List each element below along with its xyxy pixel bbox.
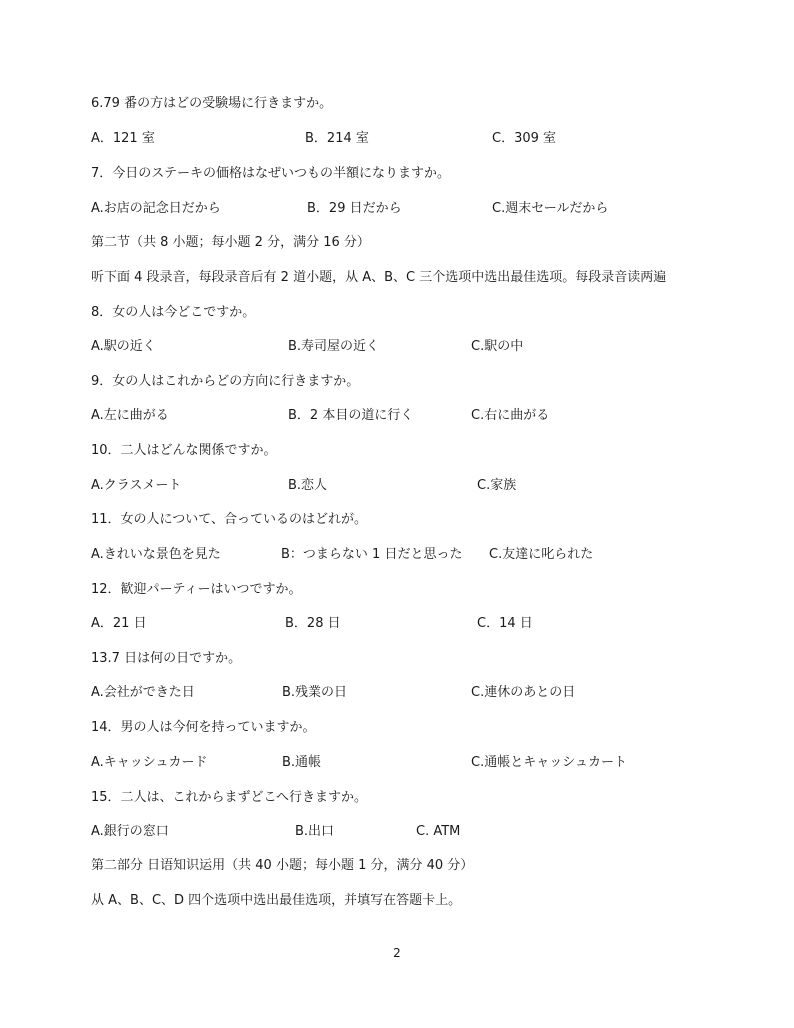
option-c: C．309 室 <box>492 131 557 146</box>
option-c: C.週末セールだから <box>492 201 609 216</box>
question-stem: 11．女の人について、合っているのはどれが。 <box>91 512 368 527</box>
option-b: B．2 本目の道に行く <box>288 408 414 423</box>
option-a: A．21 日 <box>91 616 147 631</box>
option-a: A.銀行の窓口 <box>91 824 169 839</box>
option-a: A.会社ができた日 <box>91 685 195 700</box>
option-c: C. ATM <box>416 824 461 839</box>
option-b: B：つまらない 1 日だと思った <box>281 547 463 562</box>
option-c: C．14 日 <box>477 616 533 631</box>
option-a: A.左に曲がる <box>91 408 169 423</box>
option-c: C.連休のあとの日 <box>471 685 576 700</box>
question-stem: 15．二人は、これからまずどこへ行きますか。 <box>91 790 368 805</box>
option-a: A.クラスメート <box>91 478 182 493</box>
option-a: A.駅の近く <box>91 339 156 354</box>
option-c: C.通帳とキャッシュカート <box>471 755 627 770</box>
question-stem: 8．女の人は今どこですか。 <box>91 305 256 320</box>
section-heading: 第二节（共 8 小题；每小题 2 分，满分 16 分） <box>91 235 370 250</box>
question-stem: 6.79 番の方はどの受験場に行きますか。 <box>91 96 333 111</box>
option-b: B.通帳 <box>282 755 322 770</box>
option-c: C.右に曲がる <box>471 408 550 423</box>
page-number: 2 <box>393 946 401 960</box>
part-instruction: 从 A、B、C、D 四个选项中选出最佳选项，并填写在答题卡上。 <box>91 893 462 908</box>
question-stem: 12．歓迎パーティーはいつですか。 <box>91 582 302 597</box>
option-c: C.友達に叱られた <box>489 547 594 562</box>
part-heading: 第二部分 日语知识运用（共 40 小题；每小题 1 分，满分 40 分） <box>91 858 474 873</box>
option-b: B.寿司屋の近く <box>288 339 380 354</box>
question-stem: 14．男の人は今何を持っていますか。 <box>91 720 316 735</box>
option-a: A.きれいな景色を見た <box>91 547 221 562</box>
option-a: A.キャッシュカード <box>91 755 208 770</box>
question-stem: 13.7 日は何の日ですか。 <box>91 651 242 666</box>
option-c: C.駅の中 <box>471 339 524 354</box>
section-instruction: 听下面 4 段录音，每段录音后有 2 道小题，从 A、B、C 三个选项中选出最佳选项。每段录音读两遍 <box>91 270 667 285</box>
question-stem: 7．今日のステーキの価格はなぜいつもの半額になりますか。 <box>91 166 451 181</box>
option-b: B.出口 <box>295 824 335 839</box>
option-b: B．28 日 <box>285 616 341 631</box>
question-stem: 9．女の人はこれからどの方向に行きますか。 <box>91 374 360 389</box>
option-a: A.お店の記念日だから <box>91 201 221 216</box>
question-stem: 10．二人はどんな関係ですか。 <box>91 443 277 458</box>
option-b: B．29 日だから <box>307 201 402 216</box>
option-c: C.家族 <box>477 478 517 493</box>
option-b: B．214 室 <box>305 131 369 146</box>
option-a: A．121 室 <box>91 131 155 146</box>
option-b: B.残業の日 <box>282 685 348 700</box>
option-b: B.恋人 <box>288 478 328 493</box>
